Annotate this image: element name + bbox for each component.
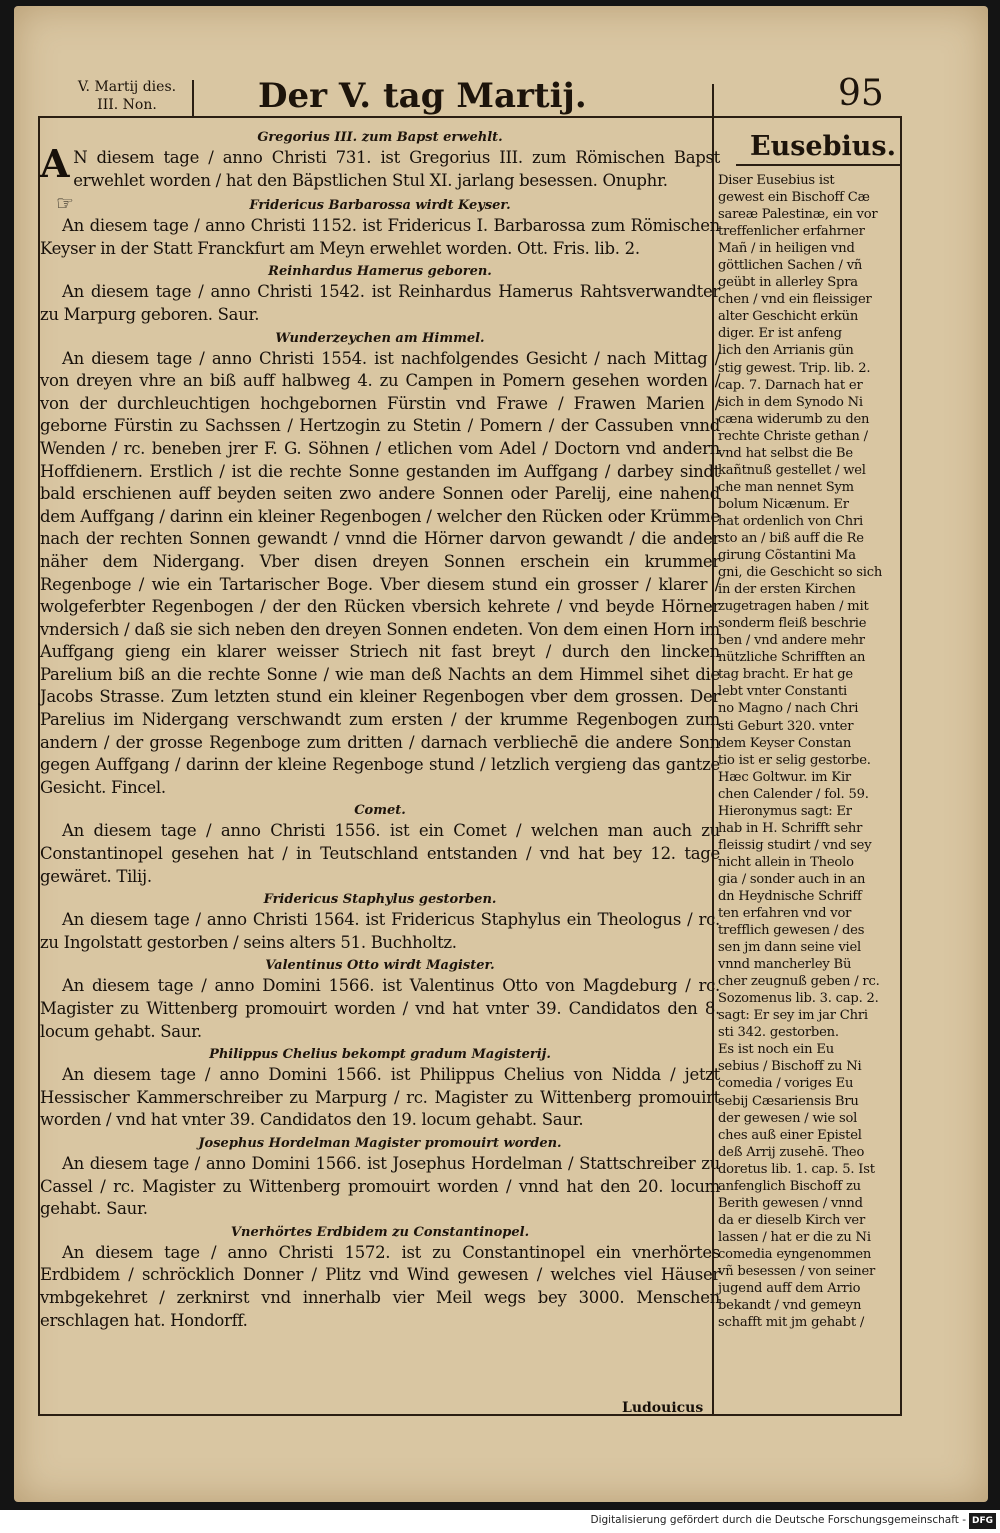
sidebar-line: sebij Cæsariensis Bru xyxy=(718,1093,859,1109)
entry-heading: Vnerhörtes Erdbidem zu Constantinopel. xyxy=(230,1224,530,1240)
side-title-rule xyxy=(736,164,900,166)
sidebar-line: kañtnuß gestellet / wel xyxy=(718,462,866,478)
sidebar-line: nicht allein in Theolo xyxy=(718,854,854,870)
sidebar-line: Berith gewesen / vnnd xyxy=(718,1195,863,1211)
entry-heading: Fridericus Staphylus gestorben. xyxy=(263,892,497,908)
entry-text xyxy=(40,820,720,888)
entry-text-body: An diesem tage / anno Christi 1554. ist nachfolgendes Gesicht / nach Mittag / von dreyen vhre an biß auff halbweg 4. zu Campen in Pomern gesehen worden / von der durchleuchtigen hochgebornen Fürstin vnd Frawe / Frawen Marien / geborne Fürstin zu Sachssen / Hertzogin zu Stetin / Pomern / der Cassuben vnnd Wenden / rc. beneben jrer F. G. Söhnen / etlichen vom Adel / Doctorn vnd andern Hoffdienern. Erstlich / ist die rechte Sonne gestanden im Auffgang / darbey sindt bald erschienen auff beyden seiten zwo andere Sonnen oder Parelij, eine nahend dem Auffgang / darinn ein kleiner Regenbogen / welcher den Rücken oder Krümme nach der rechten Sonnen gewandt / vnnd die Hörner darvon gewandt / die ander näher dem Nidergang. Vber disen dreyen Sonnen erschein ein krummer Regenboge / wie ein Tartarischer Boge. Vber diesem stund ein grosser / klarer / wolgeferbter Regenbogen / der den Rücken vbersich kehrete / vnd beyde Hörner vndersich / daß sie sich neben den dreyen Sonnen endeten. Von dem einen Horn im Auffgang gieng ein klarer weisser Striech nit fast breyt / durch den lincken Parelium biß an die rechte Sonne / wie man deß Nachts an dem Himmel sihet die Jacobs Strasse. Zum letzten stund ein kleiner Regenbogen vber dem grossen. Der Parelius im Nidergang verschwandt zum ersten / der krumme Regenbogen zum andern / der grosse Regenboge zum dritten / darnach verbliechē die andere Sonn gegen Auffgang / darinn der kleine Regenboge stund / letzlich vergieng das gantze Gesicht. Fincel. xyxy=(40,348,720,797)
sidebar-line: cher zeugnuß geben / rc. xyxy=(718,974,880,990)
sidebar-line: in der ersten Kirchen xyxy=(718,582,856,598)
sidebar-line: schafft mit jm gehabt / xyxy=(718,1315,865,1331)
sidebar-line: sonderm fleiß beschrie xyxy=(718,616,867,632)
sidebar-line: dn Heydnische Schriff xyxy=(718,888,862,904)
sidebar-line: bolum Nicænum. Er xyxy=(718,496,849,512)
entry-text xyxy=(40,1242,720,1332)
entry-text-body: An diesem tage / anno Domini 1566. ist Philippus Chelius von Nidda / jetzt Hessischer Kammerschreiber zu Marpurg / rc. Magister zu Wittenberg promouirt worden / vnd hat vnter 39. Candidatos den 19. locum gehabt. Saur. xyxy=(40,1065,720,1130)
catchword: Ludouicus xyxy=(622,1400,704,1416)
sidebar-line: sti Geburt 320. vnter xyxy=(718,718,854,734)
sidebar-line: göttlichen Sachen / vñ xyxy=(718,258,863,274)
page-title: Der V. tag Martij. xyxy=(258,76,587,116)
entry-text-body: An diesem tage / anno Christi 1556. ist ein Comet / welchen man auch zu Constantinopel gesehen hat / in Teutschland entstanden / vnd hat bey 12. tage gewäret. Tilij. xyxy=(40,821,720,886)
sidebar-line: sagt: Er sey im jar Chri xyxy=(718,1008,868,1024)
header-date-line1: V. Martij dies. xyxy=(77,79,177,95)
sidebar-line: sich in dem Synodo Ni xyxy=(718,394,863,410)
sidebar-line: bekandt / vnd gemeyn xyxy=(718,1298,862,1314)
entry-text-body: An diesem tage / anno Christi 1152. ist Fridericus I. Barbarossa zum Römischen Keyser in der Statt Franckfurt am Meyn erwehlet worden. Ott. Fris. lib. 2. xyxy=(40,216,720,258)
sidebar-line: jugend auff dem Arrio xyxy=(718,1281,861,1297)
entry-text xyxy=(40,348,720,800)
sidebar-line: zugetragen haben / mit xyxy=(718,599,869,615)
header-date xyxy=(62,78,192,114)
sidebar-line: tag bracht. Er hat ge xyxy=(718,667,853,683)
sidebar-line: Sozomenus lib. 3. cap. 2. xyxy=(718,991,879,1007)
sidebar-line: gni, die Geschicht so sich xyxy=(718,565,883,581)
sidebar-line: sto an / biß auff die Re xyxy=(718,530,864,546)
sidebar-line: der gewesen / wie sol xyxy=(718,1110,858,1126)
sidebar-line: doretus lib. 1. cap. 5. Ist xyxy=(718,1161,875,1177)
top-rule xyxy=(38,116,900,118)
entry-text xyxy=(40,1153,720,1221)
sidebar-line: Diser Eusebius ist xyxy=(718,173,835,188)
sidebar-line: comedia / voriges Eu xyxy=(718,1076,854,1092)
sidebar-line: comedia eyngenommen xyxy=(718,1246,872,1262)
sidebar-line: treffenlicher erfahrner xyxy=(718,224,865,240)
entry-text-body: An diesem tage / anno Domini 1566. ist Valentinus Otto von Magdeburg / rc. Magister zu Wittenberg promouirt worden / vnd hat vnter 39. Candidatos den 8. locum gehabt. Saur. xyxy=(40,976,720,1041)
sidebar-line: Hæc Goltwur. im Kir xyxy=(718,769,851,785)
sidebar-line: fleissig studirt / vnd sey xyxy=(718,837,872,853)
entry-text xyxy=(40,909,720,954)
sidebar-line: gia / sonder auch in an xyxy=(718,871,866,887)
drop-initial: A xyxy=(40,141,70,186)
entry-heading: Comet. xyxy=(354,803,406,819)
sidebar-line: Mañ / in heiligen vnd xyxy=(718,241,855,257)
sidebar-line: hab in H. Schrifft sehr xyxy=(718,820,863,836)
sidebar-line: Hieronymus sagt: Er xyxy=(718,803,852,819)
sidebar-line: no Magno / nach Chri xyxy=(718,701,859,717)
sidebar-line: deß Arrij zusehē. Theo xyxy=(718,1144,865,1160)
entry-text-body: An diesem tage / anno Domini 1566. ist Josephus Hordelman / Stattschreiber zu Cassel / rc. Magister zu Wittenberg promouirt worden / vnnd hat den 20. locum gehabt. Saur. xyxy=(40,1153,720,1219)
sidebar-line: geübt in allerley Spra xyxy=(718,275,858,291)
entry-text-body: An diesem tage / anno Christi 1542. ist Reinhardus Hamerus Rahtsverwandter zu Marpurg geboren. Saur. xyxy=(40,282,720,324)
dfg-logo[interactable]: DFG xyxy=(969,1513,996,1529)
sidebar-line: lassen / hat er die zu Ni xyxy=(718,1229,871,1245)
entry-heading: Fridericus Barbarossa wirdt Keyser. xyxy=(249,198,511,214)
footer-credit: Digitalisierung gefördert durch die Deutsche Forschungsgemeinschaft - xyxy=(590,1514,966,1526)
sidebar-line: ben / vnd andere mehr xyxy=(718,633,865,649)
sidebar-line: diger. Er ist anfeng xyxy=(718,326,842,342)
sidebar-line: alter Geschicht erkün xyxy=(718,309,859,325)
sidebar-line: gewest ein Bischoff Cæ xyxy=(718,190,870,206)
header-date-line2: III. Non. xyxy=(97,97,157,113)
sidebar-line: dem Keyser Constan xyxy=(718,735,852,751)
entry-text xyxy=(40,975,720,1043)
footer-bar xyxy=(0,1510,1000,1533)
entry-text-body: An diesem tage / anno Christi 1564. ist Fridericus Staphylus ein Theologus / rc. zu Ingolstatt gestorben / seins alters 51. Buchholtz. xyxy=(40,910,720,952)
entry-text xyxy=(40,281,720,326)
sidebar-line: cap. 7. Darnach hat er xyxy=(718,377,863,393)
sidebar-title: Eusebius. xyxy=(750,131,896,162)
entry-heading: Valentinus Otto wirdt Magister. xyxy=(265,958,495,974)
sidebar-line: chen Calender / fol. 59. xyxy=(718,786,869,802)
sidebar-line: vñ besessen / von seiner xyxy=(718,1264,876,1279)
sidebar-line: vnd hat selbst die Be xyxy=(718,445,853,461)
sidebar-line: sareæ Palestinæ, ein vor xyxy=(718,207,878,223)
sidebar-line: lich den Arrianis gün xyxy=(718,343,854,359)
sidebar-line: anfenglich Bischoff zu xyxy=(718,1178,861,1194)
sidebar-line: trefflich gewesen / des xyxy=(718,923,865,939)
sidebar-line: sti 342. gestorben. xyxy=(718,1025,839,1041)
entry-heading: Wunderzeychen am Himmel. xyxy=(275,330,485,346)
entry-text xyxy=(40,1064,720,1132)
sidebar-line: chen / vnd ein fleissiger xyxy=(718,292,872,308)
sidebar-line: sen jm dann seine viel xyxy=(718,940,862,956)
sidebar-line: tio ist er selig gestorbe. xyxy=(718,752,871,768)
sidebar-line: lebt vnter Constanti xyxy=(718,684,848,700)
entry-heading: Gregorius III. zum Bapst erwehlt. xyxy=(257,130,503,145)
sidebar-line: ten erfahren vnd vor xyxy=(718,906,852,922)
entry-heading: Philippus Chelius bekompt gradum Magisterij. xyxy=(209,1047,551,1063)
sidebar-line: da er dieselb Kirch ver xyxy=(718,1212,866,1228)
sidebar-line: girung Cõstantini Ma xyxy=(718,548,856,564)
main-column xyxy=(40,128,720,1334)
entry-text xyxy=(40,215,720,260)
entry-text-body: N diesem tage / anno Christi 731. ist Gregorius III. zum Römischen Bapst erwehlet worden / hat den Bäpstlichen Stul XI. jarlang besessen. Onuphr. xyxy=(73,148,720,190)
sidebar-line: Es ist noch ein Eu xyxy=(718,1042,834,1058)
entry-text xyxy=(40,141,720,192)
sidebar-line: nützliche Schrifften an xyxy=(718,650,866,666)
bottom-rule xyxy=(38,1414,902,1416)
sidebar-line: rechte Christe gethan / xyxy=(718,428,868,444)
entry-heading: Reinhardus Hamerus geboren. xyxy=(268,264,492,280)
sidebar-line: ches auß einer Epistel xyxy=(718,1127,862,1143)
sidebar-column xyxy=(718,172,908,1331)
sidebar-line: hat ordenlich von Chri xyxy=(718,513,864,529)
sidebar-line: sebius / Bischoff zu Ni xyxy=(718,1059,862,1075)
head-divider xyxy=(192,80,194,116)
sidebar-line: stig gewest. Trip. lib. 2. xyxy=(718,360,871,376)
entry-text-body: An diesem tage / anno Christi 1572. ist zu Constantinopel ein vnerhörtes Erdbidem / schröcklich Donner / Plitz vnd Wind gewesen / welches viel Häuser vmbgekehret / zerknirst vnd innerhalb vier Meil wegs bey 3000. Menschen erschlagen hat. Hondorff. xyxy=(40,1242,720,1330)
page-number: 95 xyxy=(838,73,884,114)
sidebar-line: che man nennet Sym xyxy=(718,479,854,495)
manicule-icon: ☞ xyxy=(56,191,74,216)
entry-heading: Josephus Hordelman Magister promouirt worden. xyxy=(198,1135,562,1151)
sidebar-line: cæna widerumb zu den xyxy=(718,411,870,427)
sidebar-line: vnnd mancherley Bü xyxy=(718,957,852,973)
